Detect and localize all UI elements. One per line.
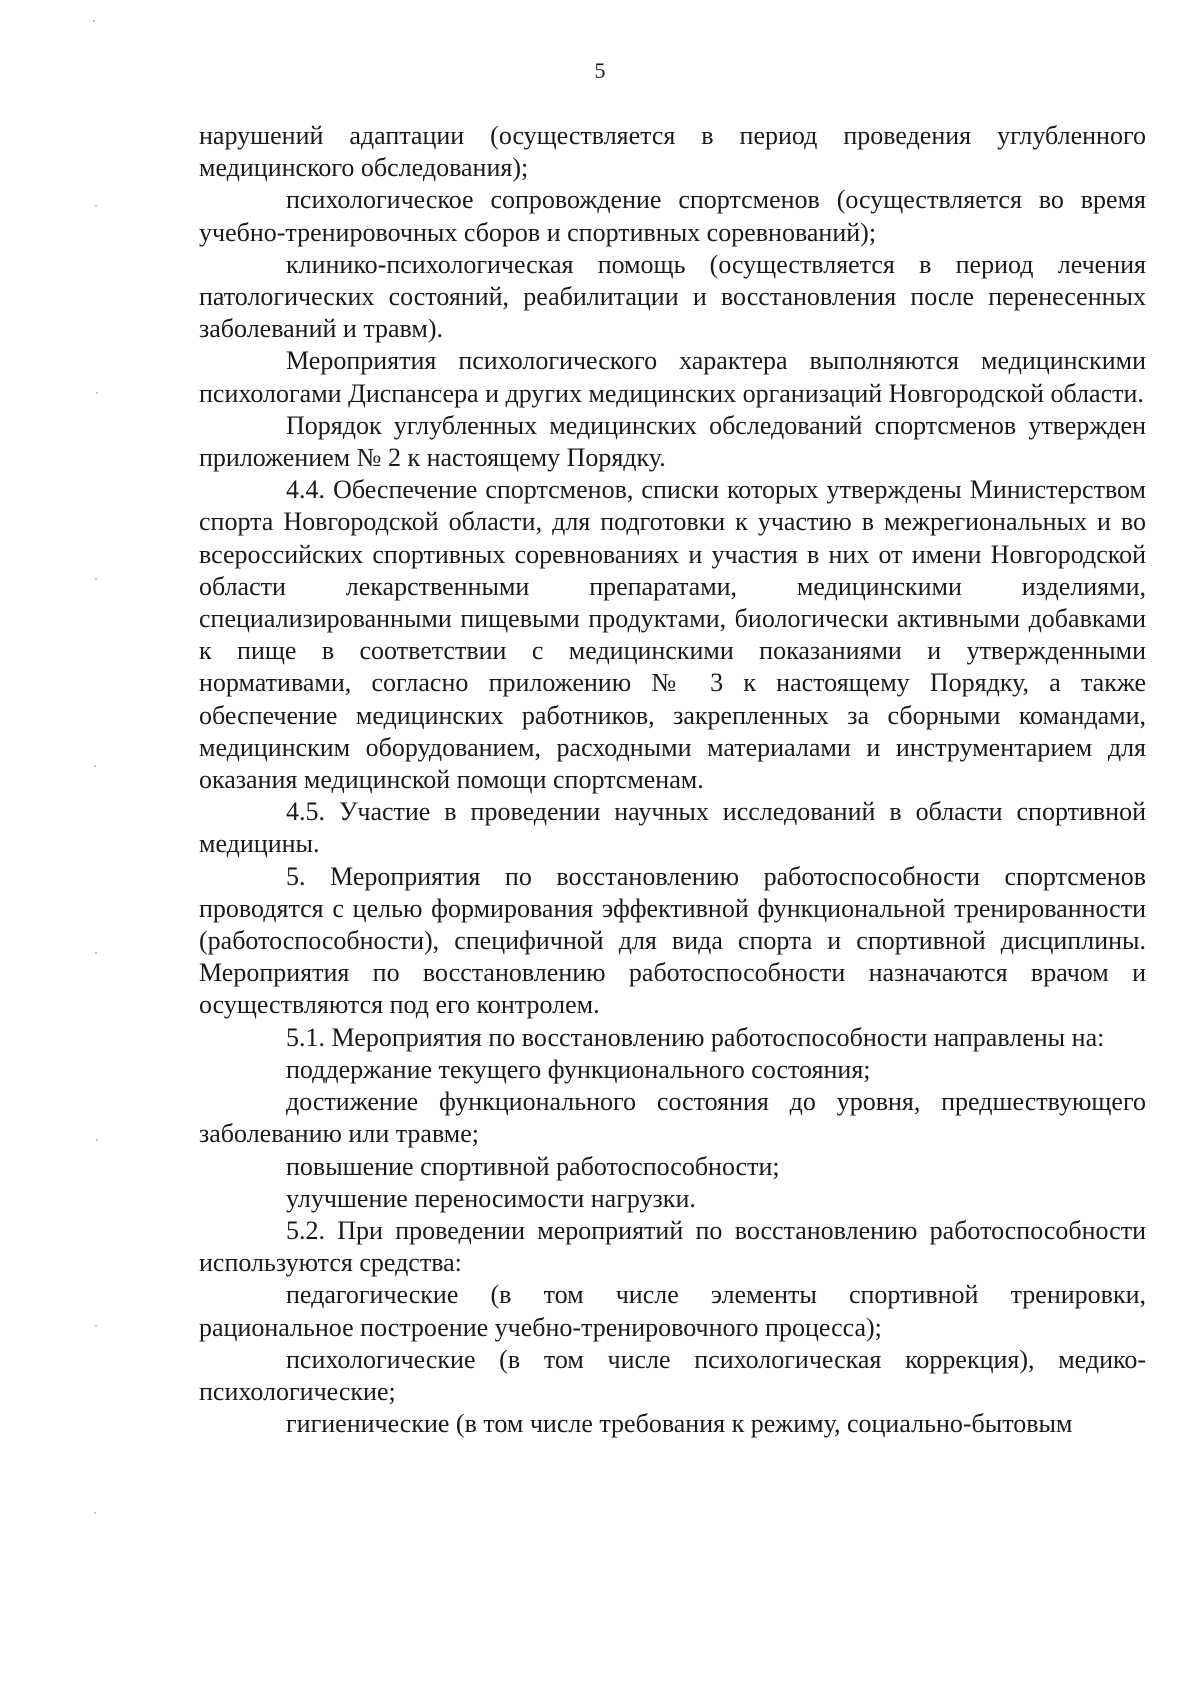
page-number: 5 [594,58,606,83]
paragraph: 5.2. При проведении мероприятий по восстановлению работоспособности используются средства: [199,1215,1146,1278]
list-item: поддержание текущего функционального состояния; [286,1054,871,1084]
paragraph: 4.4. Обеспечение спортсменов, списки которых утверждены Министерством спорта Новгородской области, для подготовки к участию в межрегиональных и во всероссийских спортивных соревнованиях и участия в них от имени Новгородской области лекарственными препаратами, медицинскими изделиями, специализированными пищевыми продуктами, биологически активными добавками к пище в соответствии с медицинскими показаниями и утвержденными нормативами, согласно приложению № 3 к настоящему Порядку, а также обеспечение медицинских работников, закрепленных за сборными командами, медицинским оборудованием, расходными материалами и инструментарием для оказания медицинской помощи спортсменам. [199,475,1146,795]
paragraph: нарушений адаптации (осуществляется в период проведения углубленного медицинского обследования); [199,121,1146,183]
list-item: психологические (в том числе психологическая коррекция), медико-психологические; [199,1344,1146,1406]
paragraph: Порядок углубленных медицинских обследований спортсменов утвержден приложением № 2 к настоящему Порядку. [199,410,1146,473]
list-item: улучшение переносимости нагрузки. [286,1183,696,1213]
list-item: достижение функционального состояния до уровня, предшествующего заболеванию или травме; [199,1087,1146,1149]
paragraph: клинико-психологическая помощь (осуществляется в период лечения патологических состояний, реабилитации и восстановления после перенесенных заболеваний и травм). [199,249,1146,344]
paragraph: 5.1. Мероприятия по восстановлению работоспособности направлены на: [286,1022,1105,1052]
paragraph: Мероприятия психологического характера выполняются медицинскими психологами Диспансера и других медицинских организаций Новгородской области. [199,346,1146,408]
list-item: гигиенические (в том числе требования к режиму, социально-бытовым [286,1409,1073,1439]
paragraph: психологическое сопровождение спортсменов (осуществляется во время учебно-тренировочных сборов и спортивных соревнований); [199,185,1146,247]
paragraph: 5. Мероприятия по восстановлению работоспособности спортсменов проводятся с целью формирования эффективной функциональной тренированности (работоспособности), специфичной для вида спорта и спортивной дисциплины. Мероприятия по восстановлению работоспособности назначаются врачом и осуществляются под его контролем. [199,861,1146,1020]
list-item: педагогические (в том числе элементы спортивной тренировки, рациональное построение учебно-тренировочного процесса); [199,1280,1146,1342]
list-item: повышение спортивной работоспособности; [286,1151,780,1181]
paragraph: 4.5. Участие в проведении научных исследований в области спортивной медицины. [199,797,1146,859]
body-text [199,120,1146,1440]
scan-margin-marks [0,0,120,1696]
